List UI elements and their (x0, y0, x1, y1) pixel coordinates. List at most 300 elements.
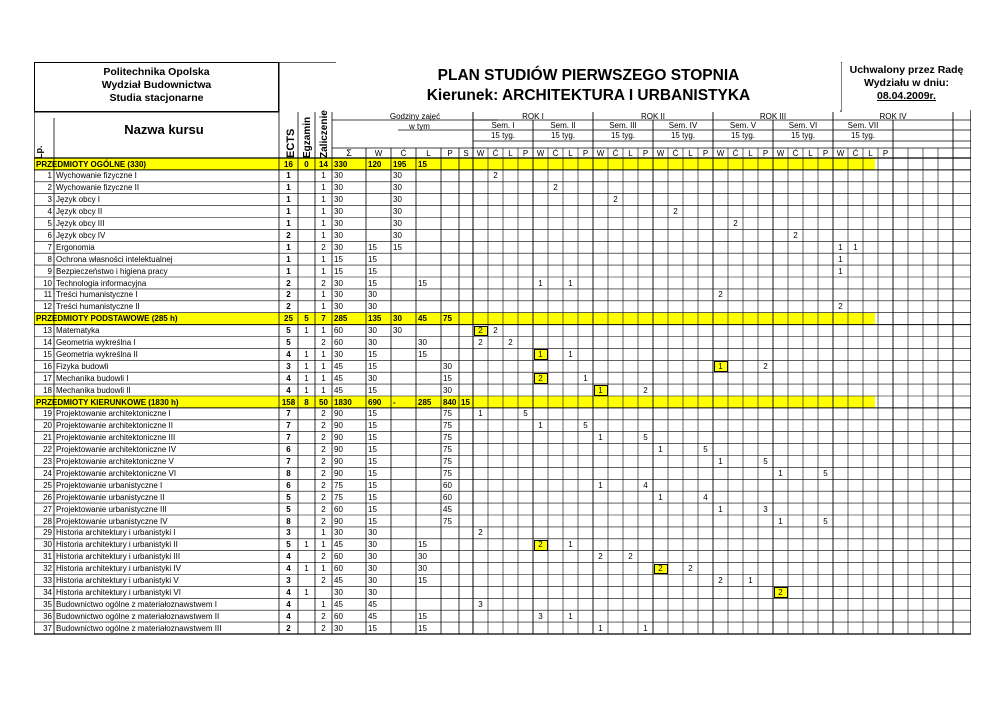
semester-hours: 5 (523, 409, 528, 419)
course-name: Wychowanie fizyczne I (56, 171, 137, 181)
semester-header: Sem. I (491, 121, 515, 130)
plan-subtitle: Kierunek: ARCHITEKTURA I URBANISTYKA (426, 87, 751, 104)
hours-value: 30 (368, 302, 377, 312)
course-name: Projektowanie architektoniczne V (56, 457, 174, 466)
row-lp: 24 (43, 468, 52, 478)
hours-sum: 30 (334, 528, 343, 538)
hours-value: 15 (368, 480, 377, 490)
ects-value: 2 (286, 230, 291, 240)
semester-hours: 1 (568, 540, 573, 550)
credit-value: 1 (321, 528, 326, 538)
credit-value: 2 (321, 504, 326, 514)
ects-value: 3 (286, 576, 291, 585)
hours-sum: 90 (334, 421, 343, 431)
hours-value: 30 (368, 564, 377, 574)
course-name: Język obcy IV (56, 230, 106, 240)
row-lp: 13 (43, 326, 52, 336)
credit-value: 1 (321, 564, 326, 574)
course-name: Historia architektury i urbanistyki V (56, 576, 179, 585)
semester-hours: 2 (688, 564, 693, 574)
hours-value: 15 (368, 266, 377, 276)
ects-value: 4 (286, 552, 291, 562)
semester-header: Sem. IV (668, 121, 698, 130)
sem-type-header: P (822, 149, 829, 158)
hours-sum: 30 (334, 349, 343, 359)
credit-value: 2 (321, 623, 326, 633)
hours-sum: 60 (334, 611, 343, 621)
credit-value: 2 (321, 409, 326, 419)
university-name: Politechnika Opolska (103, 66, 210, 78)
row-lp: 14 (43, 338, 52, 347)
course-name: Projektowanie urbanistyczne II (56, 492, 165, 502)
course-name: Bezpieczeństwo i higiena pracy (56, 266, 168, 276)
credit-value: 1 (321, 254, 326, 264)
sem-type-header: P (882, 149, 889, 158)
ects-value: 7 (286, 421, 291, 431)
credit-value: 1 (321, 302, 326, 312)
course-name: Projektowanie architektoniczne I (56, 409, 171, 419)
weeks-header: 15 tyg. (610, 131, 635, 140)
hours-value: 15 (368, 433, 377, 443)
hours-value: 15 (418, 576, 427, 585)
course-name: Ergonomia (56, 242, 95, 252)
hours-sum: 30 (334, 183, 343, 193)
faculty-name: Wydział Budownictwa (101, 79, 212, 91)
semester-hours: 1 (478, 409, 483, 419)
row-lp: 33 (43, 576, 52, 585)
type-header-P: P (447, 149, 453, 158)
ects-value: 4 (286, 564, 291, 574)
sem-type-header: P (762, 149, 769, 158)
hours-value: 690 (368, 397, 382, 407)
plan-title-box (336, 62, 841, 110)
course-name: Geometria wykreślna II (56, 349, 138, 359)
course-name: Treści humanistyczne I (56, 290, 138, 300)
weeks-header: 15 tyg. (550, 131, 575, 140)
semester-hours: 2 (628, 552, 633, 562)
hours-value: 15 (393, 242, 402, 252)
row-lp: 9 (47, 266, 52, 276)
type-header-L: L (426, 149, 431, 158)
semester-header: Sem. VII (847, 121, 879, 130)
hours-sum: 30 (334, 290, 343, 300)
course-name: Matematyka (56, 326, 100, 336)
sem-type-header: Ć (672, 149, 679, 158)
hours-value: 15 (418, 349, 427, 359)
hours-value: 15 (418, 278, 427, 288)
hours-value: 75 (443, 445, 452, 455)
row-lp: 30 (43, 540, 52, 550)
hours-sum: 30 (334, 171, 343, 181)
semester-header: Sem. II (550, 121, 576, 130)
sem-type-header: L (868, 149, 873, 158)
semester-hours: 1 (538, 349, 543, 359)
sem-type-header: Ć (732, 149, 739, 158)
course-name: Historia architektury i urbanistyki III (56, 552, 181, 562)
semester-hours: 2 (478, 326, 483, 336)
weeks-header: 15 tyg. (790, 131, 815, 140)
hours-sum: 45 (334, 576, 343, 585)
row-lp: 4 (47, 207, 52, 217)
semester-hours: 2 (673, 207, 678, 217)
ects-value: 5 (286, 492, 291, 502)
hours-value: 30 (443, 385, 452, 395)
sem-type-header: W (836, 149, 845, 158)
semester-hours: 1 (538, 421, 543, 431)
ects-value: 2 (286, 302, 291, 312)
hours-value: 30 (393, 326, 402, 336)
semester-hours: 3 (478, 599, 483, 609)
credit-value: 1 (321, 207, 326, 217)
semester-hours: 3 (763, 504, 768, 514)
semester-hours: 1 (568, 611, 573, 621)
hours-value: 75 (443, 314, 452, 324)
hours-value: 75 (443, 457, 452, 466)
row-lp: 1 (47, 171, 52, 181)
hours-value: 15 (368, 468, 377, 478)
course-name: Język obcy III (56, 219, 105, 228)
sem-type-header: W (596, 149, 605, 158)
semester-hours: 1 (718, 361, 723, 371)
hours-value: 135 (368, 314, 382, 324)
hours-sum: 30 (334, 207, 343, 217)
hours-sum: 45 (334, 361, 343, 371)
hours-sum: 60 (334, 552, 343, 562)
sem-type-header: L (808, 149, 813, 158)
hours-value: 75 (443, 516, 452, 526)
credit-value: 2 (321, 457, 326, 466)
hours-sum: 30 (334, 195, 343, 205)
course-name: Projektowanie urbanistyczne I (56, 480, 163, 490)
study-mode: Studia stacjonarne (109, 92, 204, 104)
semester-hours: 1 (598, 385, 603, 395)
hours-value: 60 (443, 492, 452, 502)
ects-value: 7 (286, 409, 291, 419)
year-header: ROK IV (879, 112, 907, 121)
exam-value: 5 (304, 314, 309, 324)
row-lp: 35 (43, 599, 52, 609)
semester-hours: 5 (763, 457, 768, 466)
ects-value: 1 (286, 183, 291, 193)
hours-value: 15 (418, 623, 427, 633)
exam-value: 1 (304, 385, 309, 395)
row-lp: 23 (43, 457, 52, 466)
hours-sum: 90 (334, 457, 343, 466)
credit-value: 2 (321, 278, 326, 288)
course-name: Język obcy I (56, 195, 101, 205)
approval-box (842, 62, 971, 110)
row-lp: 12 (43, 302, 52, 312)
hours-value: 15 (368, 457, 377, 466)
credit-value: 1 (321, 219, 326, 228)
credit-value: 50 (319, 397, 328, 407)
hours-value: 15 (418, 611, 427, 621)
ects-value: 4 (286, 385, 291, 395)
hours-header: Godziny zajęć (389, 112, 441, 121)
semester-hours: 2 (613, 195, 618, 205)
hours-sum: 90 (334, 445, 343, 455)
row-lp: 5 (47, 219, 52, 228)
semester-header: Sem. III (609, 121, 637, 130)
ects-value: 5 (286, 338, 291, 347)
semester-hours: 1 (583, 373, 588, 383)
lp-header: Lp. (34, 145, 44, 159)
hours-sum: 30 (334, 219, 343, 228)
row-lp: 27 (43, 504, 52, 514)
row-lp: 29 (43, 528, 52, 538)
credit-value: 2 (321, 492, 326, 502)
hours-value: 30 (368, 338, 377, 347)
credit-value: 1 (321, 385, 326, 395)
hours-sum: 60 (334, 504, 343, 514)
hours-value: 45 (368, 611, 377, 621)
ects-value: 7 (286, 433, 291, 443)
semester-hours: 1 (853, 242, 858, 252)
course-name: Język obcy II (56, 207, 103, 217)
row-lp: 3 (47, 195, 52, 205)
semester-hours: 2 (538, 373, 543, 383)
approval-line2: Wydziału w dniu: (864, 77, 949, 89)
semester-hours: 5 (823, 468, 828, 478)
weeks-header: 15 tyg. (490, 131, 515, 140)
sem-type-header: L (688, 149, 693, 158)
sum-header: Σ (346, 148, 352, 158)
hours-value: 75 (443, 468, 452, 478)
row-lp: 17 (43, 373, 52, 383)
ects-value: 3 (286, 361, 291, 371)
semester-hours: 2 (643, 385, 648, 395)
semester-hours: 2 (838, 302, 843, 312)
row-lp: 19 (43, 409, 52, 419)
sem-type-header: W (776, 149, 785, 158)
hours-sum: 60 (334, 564, 343, 574)
hours-value: 15 (368, 504, 377, 514)
hours-sum: 45 (334, 385, 343, 395)
ects-value: 1 (286, 242, 291, 252)
semester-hours: 4 (703, 492, 708, 502)
hours-value: 30 (393, 183, 402, 193)
course-name: Historia architektury i urbanistyki IV (56, 564, 181, 574)
zaliczenie-header: Zaliczenie (319, 110, 330, 158)
ects-value: 6 (286, 445, 291, 455)
semester-hours: 1 (838, 266, 843, 276)
hours-value: 15 (368, 492, 377, 502)
ects-value: 8 (286, 468, 291, 478)
sem-type-header: Ć (852, 149, 859, 158)
hours-sum: 75 (334, 480, 343, 490)
credit-value: 1 (321, 373, 326, 383)
hours-value: 30 (443, 361, 452, 371)
credit-value: 1 (321, 290, 326, 300)
row-lp: 15 (43, 349, 52, 359)
hours-value: 30 (368, 552, 377, 562)
ects-value: 25 (284, 314, 293, 324)
hours-sum: 45 (334, 540, 343, 550)
credit-value: 2 (321, 242, 326, 252)
hours-value: 195 (393, 159, 407, 169)
row-lp: 22 (43, 445, 52, 455)
ects-value: 4 (286, 611, 291, 621)
hours-sum: 285 (334, 314, 348, 324)
semester-header: Sem. V (729, 121, 757, 130)
semester-hours: 1 (568, 278, 573, 288)
semester-hours: 1 (568, 349, 573, 359)
hours-sum: 30 (334, 278, 343, 288)
hours-value: 30 (368, 528, 377, 538)
course-name: Historia architektury i urbanistyki I (56, 528, 176, 538)
semester-hours: 1 (658, 445, 663, 455)
ects-value: 1 (286, 207, 291, 217)
hours-value: 15 (368, 349, 377, 359)
ects-value: 1 (286, 171, 291, 181)
hours-value: 30 (393, 207, 402, 217)
exam-value: 1 (304, 587, 309, 597)
semester-hours: 1 (643, 623, 648, 633)
plan-title: PLAN STUDIÓW PIERWSZEGO STOPNIA (437, 67, 740, 84)
semester-hours: 2 (553, 183, 558, 193)
hours-value: 15 (368, 623, 377, 633)
hours-sum: 30 (334, 587, 343, 597)
hours-sum: 90 (334, 409, 343, 419)
ects-value: 5 (286, 326, 291, 336)
row-lp: 37 (43, 623, 52, 633)
course-name: Projektowanie urbanistyczne IV (56, 516, 168, 526)
credit-value: 2 (321, 516, 326, 526)
study-plan-sheet (34, 62, 971, 674)
semester-hours: 2 (658, 564, 663, 574)
approval-date: 08.04.2009r. (877, 90, 936, 102)
hours-sum: 60 (334, 338, 343, 347)
course-name: Budownictwo ogólne z materiałoznawstwem III (56, 623, 222, 633)
semester-hours: 3 (538, 611, 543, 621)
credit-value: 1 (321, 171, 326, 181)
hours-value: 840 (443, 397, 457, 407)
hours-value: 30 (393, 230, 402, 240)
ects-value: 16 (284, 159, 293, 169)
credit-value: 1 (321, 230, 326, 240)
ects-value: 2 (286, 623, 291, 633)
course-name: Technologia informacyjna (56, 278, 147, 288)
course-name-header: Nazwa kursu (124, 122, 204, 137)
hours-value: 30 (368, 587, 377, 597)
course-name: Mechanika budowli I (56, 373, 129, 383)
weeks-header: 15 tyg. (850, 131, 875, 140)
credit-value: 2 (321, 611, 326, 621)
ects-value: 7 (286, 457, 291, 466)
hours-value: - (393, 397, 396, 407)
hours-value: 75 (443, 421, 452, 431)
hours-sum: 75 (334, 492, 343, 502)
hours-value: 30 (368, 290, 377, 300)
credit-value: 2 (321, 576, 326, 585)
sem-type-header: W (656, 149, 665, 158)
ects-value: 1 (286, 254, 291, 264)
hours-sum: 1830 (334, 397, 352, 407)
sem-type-header: P (582, 149, 589, 158)
course-name: Budownictwo ogólne z materiałoznawstwem II (56, 611, 220, 621)
credit-value: 1 (321, 266, 326, 276)
ects-value: 1 (286, 195, 291, 205)
hours-value: 45 (368, 599, 377, 609)
weeks-header: 15 tyg. (730, 131, 755, 140)
hours-value: 15 (418, 159, 427, 169)
credit-value: 2 (321, 445, 326, 455)
row-lp: 11 (43, 290, 52, 300)
row-lp: 7 (47, 242, 52, 252)
ects-value: 5 (286, 540, 291, 550)
type-header-W: W (374, 149, 383, 158)
ects-value: 4 (286, 587, 291, 597)
hours-value: 15 (368, 516, 377, 526)
egzamin-header: Egzamin (302, 116, 313, 158)
semester-hours: 5 (643, 433, 648, 443)
course-name: Projektowanie architektoniczne VI (56, 468, 177, 478)
ects-value: 4 (286, 599, 291, 609)
semester-hours: 2 (763, 361, 768, 371)
credit-value: 2 (321, 338, 326, 347)
type-header-S: S (463, 149, 469, 158)
row-lp: 16 (43, 361, 52, 371)
hours-value: 30 (418, 338, 427, 347)
semester-hours: 2 (538, 540, 543, 550)
hours-sum: 15 (334, 254, 343, 264)
ects-value: 4 (286, 373, 291, 383)
exam-value: 1 (304, 373, 309, 383)
hours-value: 30 (418, 564, 427, 574)
ects-value: 1 (286, 219, 291, 228)
hours-value: 45 (443, 504, 452, 514)
section-title: PRZEDMIOTY OGÓLNE (330) (36, 159, 147, 169)
semester-hours: 2 (733, 219, 738, 228)
ects-value: 4 (286, 349, 291, 359)
semester-hours: 1 (658, 492, 663, 502)
course-name: Budownictwo ogólne z materiałoznawstwem I (56, 599, 217, 609)
credit-value: 2 (321, 552, 326, 562)
row-lp: 25 (43, 480, 52, 490)
ects-header: ECTS (285, 128, 297, 158)
credit-value: 2 (321, 468, 326, 478)
semester-hours: 1 (538, 278, 543, 288)
semester-hours: 1 (598, 623, 603, 633)
ects-value: 158 (281, 397, 296, 407)
year-header: ROK III (759, 112, 787, 121)
course-name: Wychowanie fizyczne II (56, 183, 140, 193)
course-name: Projektowanie architektoniczne II (56, 421, 173, 431)
year-header: ROK II (640, 112, 665, 121)
row-lp: 31 (43, 552, 52, 562)
credit-value: 1 (321, 599, 326, 609)
semester-hours: 4 (643, 480, 648, 490)
ects-value: 2 (286, 278, 291, 288)
exam-value: 1 (304, 326, 309, 336)
section-title: PRZEDMIOTY KIERUNKOWE (1830 h) (36, 397, 179, 407)
semester-header: Sem. VI (788, 121, 818, 130)
ects-value: 3 (286, 528, 291, 538)
credit-value: 1 (321, 361, 326, 371)
credit-value: 2 (321, 480, 326, 490)
semester-hours: 1 (748, 576, 753, 585)
hours-value: 30 (368, 540, 377, 550)
sem-type-header: P (522, 149, 529, 158)
hours-value: 285 (418, 397, 432, 407)
semester-hours: 1 (838, 242, 843, 252)
hours-value: 30 (368, 373, 377, 383)
hours-value: 75 (443, 433, 452, 443)
hours-sum: 45 (334, 599, 343, 609)
row-lp: 28 (43, 516, 52, 526)
ects-value: 8 (286, 516, 291, 526)
semester-hours: 1 (718, 457, 723, 466)
